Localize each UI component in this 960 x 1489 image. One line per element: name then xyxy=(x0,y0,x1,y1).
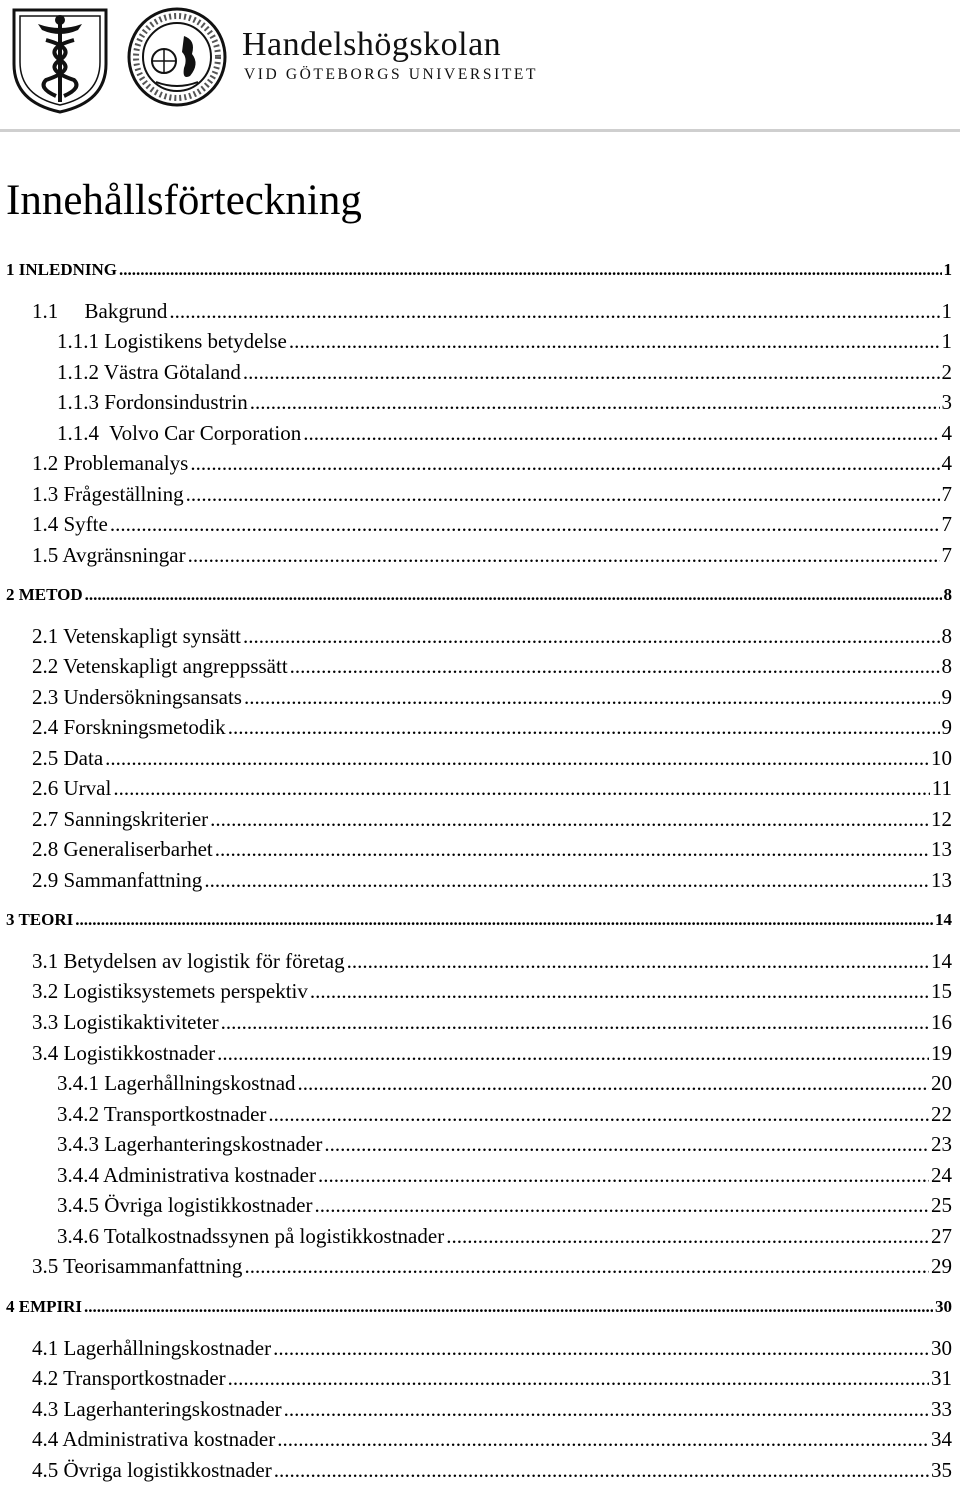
toc-entry-page-number: 13 xyxy=(931,837,952,861)
toc-entry[interactable] xyxy=(57,1191,952,1219)
toc-entry-label: 2.2 Vetenskapligt angreppssätt xyxy=(32,654,288,678)
toc-entry-page-number: 14 xyxy=(931,949,952,973)
toc-entry-label: 1.1.2 Västra Götaland xyxy=(57,360,241,384)
toc-entry-page-number: 24 xyxy=(931,1163,952,1187)
toc-entry[interactable] xyxy=(32,683,952,711)
toc-entry[interactable] xyxy=(32,866,952,894)
toc-entry[interactable] xyxy=(57,419,952,447)
toc-dot-leader xyxy=(277,1425,929,1453)
toc-dot-leader xyxy=(84,1293,933,1321)
toc-entry-label: 3.2 Logistiksystemets perspektiv xyxy=(32,979,308,1003)
toc-entry-label: 3.4.4 Administrativa kostnader xyxy=(57,1163,316,1187)
toc-entry-page-number: 31 xyxy=(931,1366,952,1390)
toc-dot-leader xyxy=(243,622,939,650)
toc-entry-label: 4 EMPIRI xyxy=(6,1297,83,1316)
toc-entry-label: 3.4.5 Övriga logistikkostnader xyxy=(57,1193,313,1217)
toc-entry-label: 2.5 Data xyxy=(32,746,104,770)
toc-entry-page-number: 35 xyxy=(931,1458,952,1482)
toc-entry-page-number: 7 xyxy=(941,543,952,567)
toc-dot-leader xyxy=(228,713,940,741)
toc-entry[interactable] xyxy=(32,510,952,538)
toc-entry-label: 4.1 Lagerhållningskostnader xyxy=(32,1336,272,1360)
toc-entry-label: 2.8 Generaliserbarhet xyxy=(32,837,213,861)
toc-dot-leader xyxy=(324,1130,929,1158)
toc-entry-page-number: 13 xyxy=(931,868,952,892)
toc-dot-leader xyxy=(105,744,929,772)
toc-entry[interactable] xyxy=(32,744,952,772)
toc-dot-leader xyxy=(268,1100,929,1128)
toc-entry[interactable] xyxy=(57,1161,952,1189)
toc-entry-label: 4.5 Övriga logistikkostnader xyxy=(32,1458,272,1482)
toc-entry-page-number: 12 xyxy=(931,807,952,831)
toc-entry-page-number: 3 xyxy=(941,390,952,414)
toc-entry-label: 3.4 Logistikkostnader xyxy=(32,1041,216,1065)
toc-entry[interactable] xyxy=(32,1364,952,1392)
toc-entry-label: 2.1 Vetenskapligt synsätt xyxy=(32,624,242,648)
toc-entry-page-number: 2 xyxy=(941,360,952,384)
toc-entry-page-number: 8 xyxy=(943,585,952,604)
toc-entry[interactable] xyxy=(32,805,952,833)
toc-entry[interactable] xyxy=(6,1293,952,1321)
toc-entry-page-number: 8 xyxy=(941,624,952,648)
toc-entry-label: 4.2 Transportkostnader xyxy=(32,1366,226,1390)
toc-dot-leader xyxy=(169,297,939,325)
toc-dot-leader xyxy=(204,866,929,894)
toc-entry[interactable] xyxy=(32,774,952,802)
toc-entry-label: 1.4 Syfte xyxy=(32,512,108,536)
toc-entry-page-number: 1 xyxy=(943,260,952,279)
toc-dot-leader xyxy=(310,977,929,1005)
toc-entry-label: 2.9 Sammanfattning xyxy=(32,868,203,892)
toc-entry[interactable] xyxy=(32,1456,952,1484)
toc-entry-label: 1.1.3 Fordonsindustrin xyxy=(57,390,248,414)
toc-entry-label: 3.4.3 Lagerhanteringskostnader xyxy=(57,1132,323,1156)
toc-dot-leader xyxy=(188,541,940,569)
toc-entry-page-number: 7 xyxy=(941,512,952,536)
toc-entry[interactable] xyxy=(57,388,952,416)
toc-entry-page-number: 14 xyxy=(935,910,952,929)
brand-name: Handelshögskolan xyxy=(242,26,502,63)
toc-entry-page-number: 9 xyxy=(941,715,952,739)
toc-entry[interactable] xyxy=(32,652,952,680)
toc-entry[interactable] xyxy=(32,541,952,569)
toc-entry[interactable] xyxy=(32,480,952,508)
toc-entry-page-number: 29 xyxy=(931,1254,952,1278)
toc-dot-leader xyxy=(303,419,939,447)
toc-dot-leader xyxy=(215,835,929,863)
toc-entry[interactable] xyxy=(32,1039,952,1067)
toc-entry[interactable] xyxy=(6,256,952,284)
toc-entry[interactable] xyxy=(57,358,952,386)
toc-entry-label: 2.4 Forskningsmetodik xyxy=(32,715,226,739)
toc-entry-page-number: 19 xyxy=(931,1041,952,1065)
toc-entry[interactable] xyxy=(32,622,952,650)
toc-entry-label: 2.3 Undersökningsansats xyxy=(32,685,242,709)
toc-entry[interactable] xyxy=(32,449,952,477)
toc-entry[interactable] xyxy=(32,947,952,975)
toc-dot-leader xyxy=(289,327,940,355)
toc-dot-leader xyxy=(186,480,940,508)
toc-entry[interactable] xyxy=(32,1008,952,1036)
toc-entry-page-number: 1 xyxy=(941,329,952,353)
toc-dot-leader xyxy=(298,1069,929,1097)
toc-dot-leader xyxy=(110,510,940,538)
toc-dot-leader xyxy=(113,774,929,802)
toc-entry-page-number: 4 xyxy=(941,451,952,475)
toc-dot-leader xyxy=(75,906,933,934)
toc-entry-page-number: 27 xyxy=(931,1224,952,1248)
toc-entry[interactable] xyxy=(57,1069,952,1097)
toc-dot-leader xyxy=(446,1222,929,1250)
toc-entry-label: 3.4.2 Transportkostnader xyxy=(57,1102,267,1126)
toc-entry-label: 1.1.4 Volvo Car Corporation xyxy=(57,421,302,445)
toc-entry-page-number: 8 xyxy=(941,654,952,678)
toc-entry[interactable] xyxy=(32,1395,952,1423)
toc-entry-label: 2.6 Urval xyxy=(32,776,112,800)
toc-entry-label: 3.1 Betydelsen av logistik för företag xyxy=(32,949,345,973)
toc-entry-label: 2.7 Sanningskriterier xyxy=(32,807,209,831)
toc-entry-page-number: 23 xyxy=(931,1132,952,1156)
toc-entry-label: 2 METOD xyxy=(6,585,83,604)
toc-dot-leader xyxy=(347,947,929,975)
toc-dot-leader xyxy=(284,1395,929,1423)
toc-entry-label: 1 INLEDNING xyxy=(6,260,117,279)
toc-entry[interactable] xyxy=(32,1425,952,1453)
toc-dot-leader xyxy=(243,358,940,386)
toc-entry[interactable] xyxy=(57,1222,952,1250)
toc-entry[interactable] xyxy=(32,835,952,863)
toc-entry-page-number: 1 xyxy=(941,299,952,323)
toc-entry-page-number: 30 xyxy=(931,1336,952,1360)
toc-dot-leader xyxy=(210,805,929,833)
toc-entry-label: 3.5 Teorisammanfattning xyxy=(32,1254,243,1278)
toc-entry-label: 3.3 Logistikaktiviteter xyxy=(32,1010,219,1034)
toc-entry[interactable] xyxy=(32,713,952,741)
toc-entry-label: 1.3 Frågeställning xyxy=(32,482,184,506)
toc-entry-label: 1.1 Bakgrund xyxy=(32,299,168,323)
toc-entry-label: 4.4 Administrativa kostnader xyxy=(32,1427,276,1451)
toc-entry[interactable] xyxy=(32,297,952,325)
toc-entry[interactable] xyxy=(57,1100,952,1128)
brand-subtitle: VID GÖTEBORGS UNIVERSITET xyxy=(244,66,539,83)
toc-dot-leader xyxy=(244,1252,929,1280)
toc-entry-page-number: 7 xyxy=(941,482,952,506)
toc-entry[interactable] xyxy=(32,1252,952,1280)
toc-entry-page-number: 22 xyxy=(931,1102,952,1126)
toc-entry-label: 3.4.6 Totalkostnadssynen på logistikkostnader xyxy=(57,1224,445,1248)
toc-entry-label: 1.2 Problemanalys xyxy=(32,451,189,475)
toc-entry-label: 1.1.1 Logistikens betydelse xyxy=(57,329,287,353)
toc-dot-leader xyxy=(217,1039,929,1067)
toc-entry-label: 3.4.1 Lagerhållningskostnad xyxy=(57,1071,296,1095)
toc-entry[interactable] xyxy=(32,1334,952,1362)
toc-entry-page-number: 9 xyxy=(941,685,952,709)
toc-entry-page-number: 16 xyxy=(931,1010,952,1034)
toc-entry[interactable] xyxy=(6,906,952,934)
toc-dot-leader xyxy=(119,256,942,284)
toc-entry-page-number: 10 xyxy=(931,746,952,770)
toc-entry-label: 3 TEORI xyxy=(6,910,74,929)
toc-dot-leader xyxy=(190,449,939,477)
toc-entry[interactable] xyxy=(32,977,952,1005)
toc-dot-leader xyxy=(318,1161,929,1189)
toc-entry[interactable] xyxy=(57,1130,952,1158)
toc-entry-page-number: 25 xyxy=(931,1193,952,1217)
toc-entry-page-number: 20 xyxy=(931,1071,952,1095)
toc-dot-leader xyxy=(221,1008,929,1036)
toc-entry-page-number: 34 xyxy=(931,1427,952,1451)
toc-dot-leader xyxy=(85,581,942,609)
toc-dot-leader xyxy=(273,1334,929,1362)
toc-entry-page-number: 15 xyxy=(931,979,952,1003)
toc-entry-label: 4.3 Lagerhanteringskostnader xyxy=(32,1397,282,1421)
toc-dot-leader xyxy=(314,1191,929,1219)
toc-entry[interactable] xyxy=(6,581,952,609)
page-title: Innehållsförteckning xyxy=(6,177,362,224)
toc-entry-label: 1.5 Avgränsningar xyxy=(32,543,186,567)
toc-entry-page-number: 33 xyxy=(931,1397,952,1421)
toc-dot-leader xyxy=(250,388,940,416)
toc-entry-page-number: 4 xyxy=(941,421,952,445)
toc-entry[interactable] xyxy=(57,327,952,355)
toc-dot-leader xyxy=(274,1456,929,1484)
toc-entry-page-number: 11 xyxy=(931,776,952,800)
toc-dot-leader xyxy=(228,1364,929,1392)
toc-dot-leader xyxy=(290,652,940,680)
toc-entry-page-number: 30 xyxy=(935,1297,952,1316)
toc-dot-leader xyxy=(244,683,940,711)
